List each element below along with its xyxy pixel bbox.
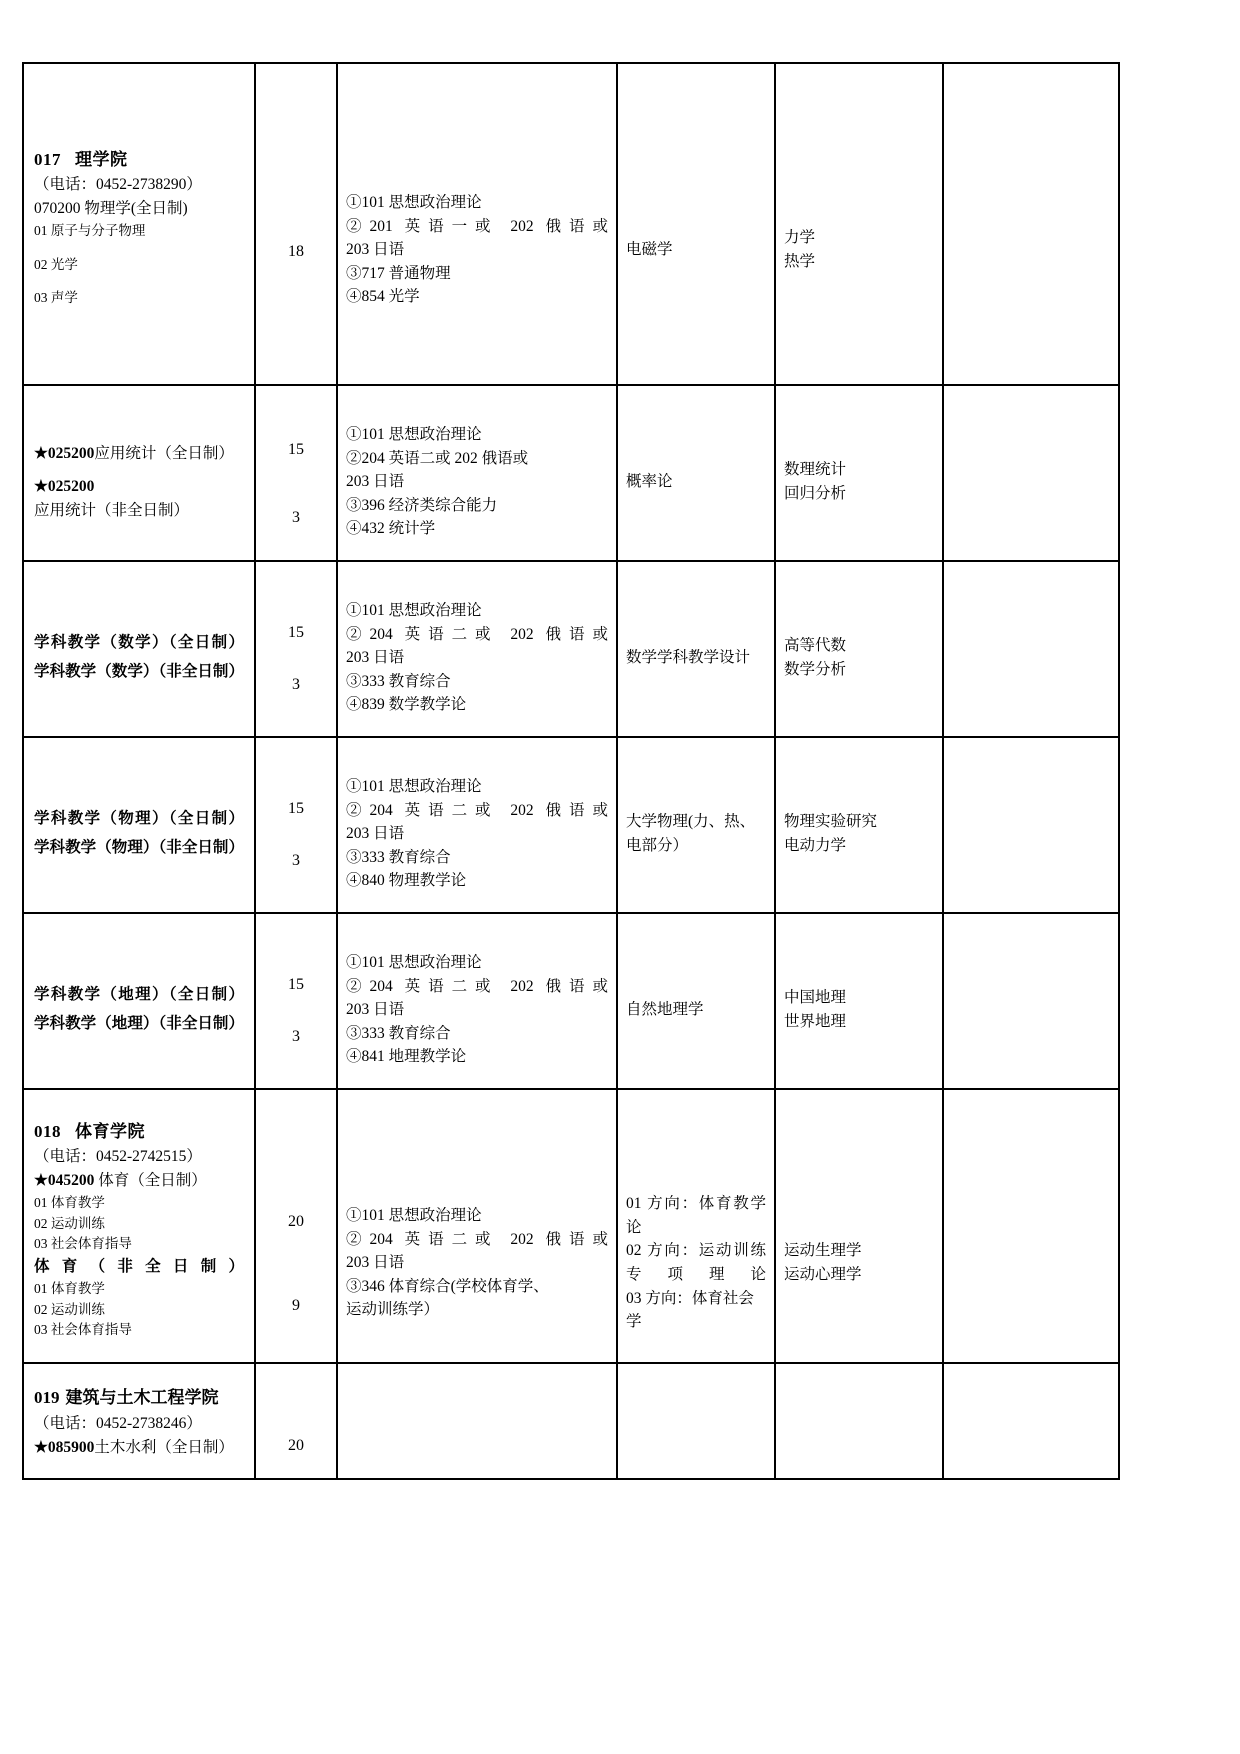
department-phone: （电话：0452-2738246）	[34, 1414, 202, 1432]
major-cell	[23, 63, 255, 385]
quota-cell	[255, 385, 337, 561]
table-row	[23, 1363, 1119, 1479]
reference-subjects-cell	[775, 737, 943, 913]
exam-subject: 运动训练学）	[346, 1301, 440, 1319]
reference-subjects-cell	[775, 385, 943, 561]
reference-subject: 数学分析	[784, 661, 847, 678]
major-entry	[34, 442, 244, 465]
major-cell	[23, 1363, 255, 1479]
retest-subjects-cell	[617, 913, 775, 1089]
major-code: ★045200	[34, 1172, 95, 1190]
major-name: 学科教学（数学）（非全日制）	[34, 663, 244, 680]
exam-subject: ②204 英语二或 202 俄语或	[346, 449, 529, 467]
major-cell	[23, 913, 255, 1089]
note-text	[944, 469, 1118, 477]
quota-value: 18	[288, 242, 304, 260]
department-phone: （电话：0452-2742515）	[34, 1148, 202, 1166]
department-heading	[34, 1119, 244, 1145]
major-name: 学科教学（物理）（非全日制）	[34, 839, 244, 856]
major-cell	[23, 737, 255, 913]
exam-subjects-cell	[337, 561, 617, 737]
retest-subject: 大学物理(力、热、电部分）	[626, 813, 756, 854]
reference-subject: 物理实验研究	[784, 813, 878, 831]
exam-subject: ④841 地理教学论	[346, 1048, 467, 1066]
major-cell	[23, 1089, 255, 1363]
retest-subject: 03 方向：体育社会学	[626, 1289, 754, 1331]
exam-subject: ②204 英语二或 202 俄语或	[346, 625, 608, 643]
exam-subject: ④840 物理教学论	[346, 872, 467, 890]
exam-subject: 203 日语	[346, 649, 405, 667]
exam-subject: ①101 思想政治理论	[346, 1207, 482, 1225]
exam-subjects-cell	[337, 385, 617, 561]
exam-subject: ①101 思想政治理论	[346, 602, 482, 620]
exam-subjects-cell	[337, 737, 617, 913]
major-entry	[34, 1169, 244, 1192]
reference-subjects-cell	[775, 561, 943, 737]
exam-subject: ③333 教育综合	[346, 672, 451, 690]
quota-value: 15	[288, 623, 304, 641]
table-row	[23, 561, 1119, 737]
quota-cell	[255, 913, 337, 1089]
reference-subjects-cell	[775, 1089, 943, 1363]
note-cell	[943, 63, 1119, 385]
major-name: 体育（全日制）	[98, 1172, 207, 1190]
reference-subject: 运动生理学	[784, 1242, 862, 1260]
major-name: 学科教学（地理）（非全日制）	[34, 1015, 244, 1032]
reference-subject: 回归分析	[784, 485, 847, 502]
quota-value: 3	[292, 852, 300, 869]
department-code: 018	[34, 1121, 61, 1141]
reference-subjects-cell	[775, 63, 943, 385]
quota-value: 15	[288, 440, 304, 458]
retest-subject: 01 方向：体育教学论	[626, 1195, 766, 1236]
reference-subject: 运动心理学	[784, 1266, 862, 1283]
quota-cell	[255, 561, 337, 737]
note-cell	[943, 1089, 1119, 1363]
retest-subjects-cell	[617, 1089, 775, 1363]
research-direction: 01 体育教学	[34, 1194, 105, 1210]
major-name: 土木水利（全日制）	[94, 1438, 234, 1456]
exam-subject: ④854 光学	[346, 288, 420, 306]
retest-subjects-cell	[617, 1363, 775, 1479]
major-entry	[34, 1012, 244, 1035]
note-text	[944, 821, 1118, 829]
reference-subject: 热学	[784, 253, 816, 270]
research-direction: 03 声学	[34, 290, 78, 306]
quota-value: 3	[292, 1028, 300, 1045]
retest-subject	[618, 1417, 774, 1425]
retest-subject: 02 方向：运动训练专项理论	[626, 1242, 766, 1283]
quota-value: 3	[292, 509, 300, 526]
reference-subject: 中国地理	[784, 989, 847, 1007]
exam-subject: 203 日语	[346, 473, 405, 491]
quota-cell	[255, 1363, 337, 1479]
exam-subject: ②201 英语一或 202 俄语或	[346, 217, 608, 235]
research-direction: 02 运动训练	[34, 1215, 105, 1231]
table-row	[23, 63, 1119, 385]
major-name: 学科教学（地理）（全日制）	[34, 985, 244, 1003]
reference-subject: 电动力学	[784, 837, 847, 854]
exam-subject: ①101 思想政治理论	[346, 954, 482, 972]
major-cell	[23, 561, 255, 737]
exam-subject: ②204 英语二或 202 俄语或	[346, 977, 608, 995]
retest-subjects-cell	[617, 737, 775, 913]
retest-subject: 电磁学	[626, 241, 673, 259]
department-code: 019	[34, 1388, 60, 1407]
department-name: 建筑与土木工程学院	[65, 1388, 219, 1407]
reference-subject: 数理统计	[784, 461, 847, 479]
research-direction: 02 运动训练	[34, 1301, 105, 1317]
major-entry	[34, 807, 244, 830]
exam-subject: 203 日语	[346, 1254, 405, 1272]
major-entry	[34, 660, 244, 683]
table-row	[23, 1089, 1119, 1363]
reference-subject	[776, 1417, 942, 1425]
major-code: ★025200	[34, 478, 95, 496]
note-cell	[943, 385, 1119, 561]
exam-subject: ④432 统计学	[346, 520, 436, 538]
exam-subjects-cell	[337, 1363, 617, 1479]
major-name: 学科教学（物理）（全日制）	[34, 809, 244, 827]
retest-subject: 自然地理学	[626, 1001, 704, 1019]
major-entry	[34, 1436, 244, 1459]
major-entry	[34, 983, 244, 1006]
exam-subject: ②204 英语二或 202 俄语或	[346, 1230, 608, 1248]
major-entry	[34, 836, 244, 859]
quota-cell	[255, 737, 337, 913]
exam-subject: 203 日语	[346, 1001, 405, 1019]
department-code: 017	[34, 149, 61, 169]
note-text	[944, 1222, 1118, 1230]
major-code: ★085900	[34, 1438, 95, 1456]
exam-subject: ③333 教育综合	[346, 1024, 451, 1042]
research-direction: 01 原子与分子物理	[34, 222, 146, 238]
retest-subject: 概率论	[626, 473, 673, 491]
reference-subject: 高等代数	[784, 637, 847, 655]
exam-subject: ①101 思想政治理论	[346, 778, 482, 796]
quota-cell	[255, 1089, 337, 1363]
quota-value: 20	[288, 1436, 304, 1454]
research-direction: 03 社会体育指导	[34, 1236, 132, 1252]
reference-subject: 力学	[784, 229, 816, 247]
major-entry	[34, 475, 244, 522]
department-name: 理学院	[75, 149, 128, 169]
note-cell	[943, 737, 1119, 913]
retest-subjects-cell	[617, 561, 775, 737]
reference-subjects-cell	[775, 1363, 943, 1479]
department-heading	[34, 1385, 244, 1411]
note-cell	[943, 1363, 1119, 1479]
exam-subject: ①101 思想政治理论	[346, 194, 482, 212]
retest-subject: 数学学科教学设计	[626, 649, 751, 667]
reference-subjects-cell	[775, 913, 943, 1089]
major-name: 应用统计（非全日制）	[34, 501, 190, 519]
retest-subjects-cell	[617, 385, 775, 561]
major-name: 体育（非全日制）	[34, 1258, 244, 1276]
exam-subject: ④839 数学教学论	[346, 696, 467, 714]
exam-subjects-cell	[337, 913, 617, 1089]
major-name: 学科教学（数学）（全日制）	[34, 633, 244, 651]
retest-subjects-cell	[617, 63, 775, 385]
research-direction: 03 社会体育指导	[34, 1322, 132, 1338]
exam-subject: ③346 体育综合(学校体育学、	[346, 1277, 549, 1295]
note-cell	[943, 561, 1119, 737]
quota-value: 15	[288, 975, 304, 993]
exam-subject: ②204 英语二或 202 俄语或	[346, 801, 608, 819]
research-direction: 01 体育教学	[34, 1280, 105, 1296]
exam-subject: ③333 教育综合	[346, 848, 451, 866]
department-heading	[34, 147, 244, 173]
major-name: 应用统计（全日制）	[94, 445, 234, 463]
quota-value: 3	[292, 676, 300, 693]
department-name: 体育学院	[75, 1121, 145, 1141]
note-text	[944, 645, 1118, 653]
exam-subject: 203 日语	[346, 825, 405, 843]
exam-subject: ③717 普通物理	[346, 264, 451, 282]
quota-value: 20	[288, 1212, 304, 1230]
table-row	[23, 737, 1119, 913]
exam-subject: ③396 经济类综合能力	[346, 496, 498, 514]
quota-value: 9	[292, 1297, 300, 1314]
note-text	[944, 997, 1118, 1005]
note-cell	[943, 913, 1119, 1089]
exam-subject: ①101 思想政治理论	[346, 426, 482, 444]
note-text	[944, 220, 1118, 228]
admissions-catalog-table	[22, 62, 1120, 1480]
quota-cell	[255, 63, 337, 385]
major-entry	[34, 197, 244, 220]
reference-subject: 世界地理	[784, 1013, 847, 1030]
research-direction: 02 光学	[34, 256, 78, 272]
quota-value: 15	[288, 799, 304, 817]
major-code: 070200	[34, 200, 81, 218]
note-text	[944, 1417, 1118, 1425]
exam-subject	[338, 1417, 616, 1425]
department-phone: （电话：0452-2738290）	[34, 176, 202, 194]
table-row	[23, 385, 1119, 561]
major-entry	[34, 1255, 244, 1278]
exam-subjects-cell	[337, 1089, 617, 1363]
major-cell	[23, 385, 255, 561]
major-code: ★025200	[34, 445, 95, 463]
major-entry	[34, 631, 244, 654]
exam-subjects-cell	[337, 63, 617, 385]
exam-subject: 203 日语	[346, 241, 405, 259]
major-name: 物理学(全日制)	[84, 200, 188, 218]
table-row	[23, 913, 1119, 1089]
